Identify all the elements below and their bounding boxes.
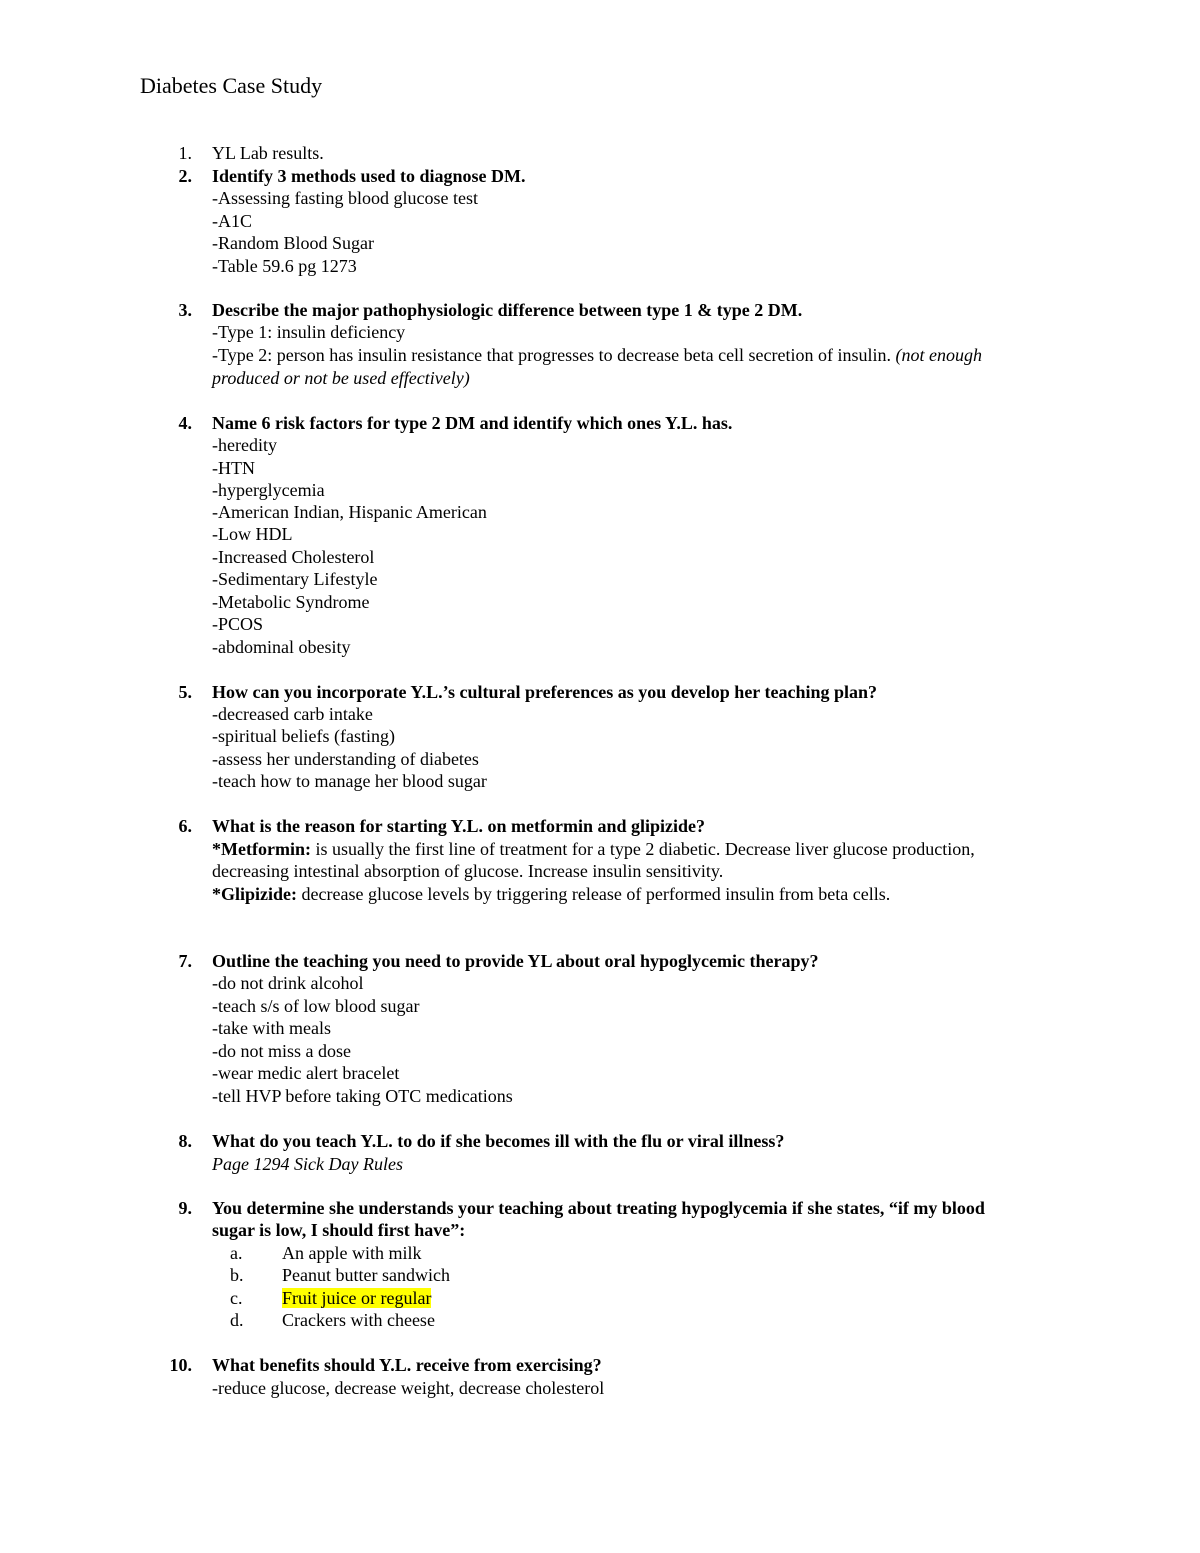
- answer-line: -wear medic alert bracelet: [212, 1063, 400, 1083]
- answer-line: -do not drink alcohol: [212, 973, 364, 993]
- option-text-highlighted: [282, 1287, 431, 1310]
- document-title: Diabetes Case Study: [140, 73, 323, 98]
- answer-line: -spiritual beliefs (fasting): [212, 726, 395, 746]
- glipizide-text: decrease glucose levels by triggering release of performed insulin from beta cells.: [297, 884, 891, 904]
- question-2: Identify 3 methods used to diagnose DM.: [212, 166, 526, 186]
- answer-note: (not enough: [895, 345, 983, 365]
- answer-line: -A1C: [212, 211, 252, 231]
- answer-line: -Assessing fasting blood glucose test: [212, 188, 478, 208]
- item-number: 9.: [178, 1198, 192, 1218]
- question-9-continued: sugar is low, I should first have”:: [212, 1220, 466, 1240]
- question-9: You determine she understands your teaching about treating hypoglycemia if she states, “if my blood: [212, 1198, 985, 1218]
- answer-line: -Metabolic Syndrome: [212, 592, 370, 612]
- item-number: 5.: [178, 682, 192, 702]
- item-number: 4.: [178, 413, 192, 433]
- answer-text: -Type 2: person has insulin resistance that progresses to decrease beta cell secretion of insulin.: [212, 345, 892, 365]
- answer-line: -Table 59.6 pg 1273: [212, 256, 357, 276]
- answer-line: -PCOS: [212, 614, 264, 634]
- answer-line: -Sedimentary Lifestyle: [212, 569, 378, 589]
- item-number: 3.: [178, 300, 192, 320]
- answer-line: -Increased Cholesterol: [212, 547, 375, 567]
- question-1: YL Lab results.: [212, 143, 324, 163]
- option-letter: d.: [230, 1310, 244, 1330]
- answer-line: -reduce glucose, decrease weight, decrease cholesterol: [212, 1378, 605, 1398]
- metformin-answer-continued: decreasing intestinal absorption of glucose. Increase insulin sensitivity.: [212, 861, 724, 881]
- glipizide-answer: [212, 883, 890, 906]
- question-6: What is the reason for starting Y.L. on metformin and glipizide?: [212, 816, 706, 836]
- answer-line: -Random Blood Sugar: [212, 233, 374, 253]
- answer-line: -Low HDL: [212, 524, 293, 544]
- highlight-mark: Fruit juice or regular: [282, 1288, 432, 1308]
- answer-line: -HTN: [212, 458, 255, 478]
- answer-line: -abdominal obesity: [212, 637, 351, 657]
- answer-line: -hyperglycemia: [212, 480, 325, 500]
- item-number: 8.: [178, 1131, 192, 1151]
- item-number: 7.: [178, 951, 192, 971]
- item-number: 2.: [178, 166, 192, 186]
- question-10: What benefits should Y.L. receive from exercising?: [212, 1355, 602, 1375]
- question-4: Name 6 risk factors for type 2 DM and identify which ones Y.L. has.: [212, 413, 733, 433]
- option-letter: a.: [230, 1243, 243, 1263]
- answer-line: [212, 344, 982, 367]
- answer-line: -decreased carb intake: [212, 704, 373, 724]
- metformin-answer: [212, 838, 975, 861]
- item-number: 10.: [169, 1355, 192, 1375]
- metformin-label: *Metformin:: [212, 839, 311, 859]
- metformin-text: is usually the first line of treatment for a type 2 diabetic. Decrease liver glucose production,: [310, 839, 975, 859]
- question-8: What do you teach Y.L. to do if she becomes ill with the flu or viral illness?: [212, 1131, 785, 1151]
- answer-line: -teach s/s of low blood sugar: [212, 996, 420, 1016]
- option-text: Peanut butter sandwich: [282, 1265, 450, 1285]
- item-number: 6.: [178, 816, 192, 836]
- answer-line: -heredity: [212, 435, 277, 455]
- answer-line: -tell HVP before taking OTC medications: [212, 1086, 513, 1106]
- question-7: Outline the teaching you need to provide YL about oral hypoglycemic therapy?: [212, 951, 819, 971]
- answer-line: -Type 1: insulin deficiency: [212, 322, 406, 342]
- option-text: An apple with milk: [282, 1243, 422, 1263]
- answer-line: -take with meals: [212, 1018, 331, 1038]
- question-5: How can you incorporate Y.L.’s cultural preferences as you develop her teaching plan?: [212, 682, 877, 702]
- item-number: 1.: [178, 143, 192, 163]
- glipizide-label: *Glipizide:: [212, 884, 297, 904]
- answer-line: -teach how to manage her blood sugar: [212, 771, 487, 791]
- option-letter: c.: [230, 1288, 243, 1308]
- option-letter: b.: [230, 1265, 244, 1285]
- answer-line: Page 1294 Sick Day Rules: [212, 1154, 403, 1174]
- answer-note-continued: produced or not be used effectively): [212, 368, 470, 388]
- answer-line: -assess her understanding of diabetes: [212, 749, 479, 769]
- question-3: Describe the major pathophysiologic difference between type 1 & type 2 DM.: [212, 300, 803, 320]
- option-text: Crackers with cheese: [282, 1310, 435, 1330]
- answer-line: -American Indian, Hispanic American: [212, 502, 487, 522]
- answer-line: -do not miss a dose: [212, 1041, 351, 1061]
